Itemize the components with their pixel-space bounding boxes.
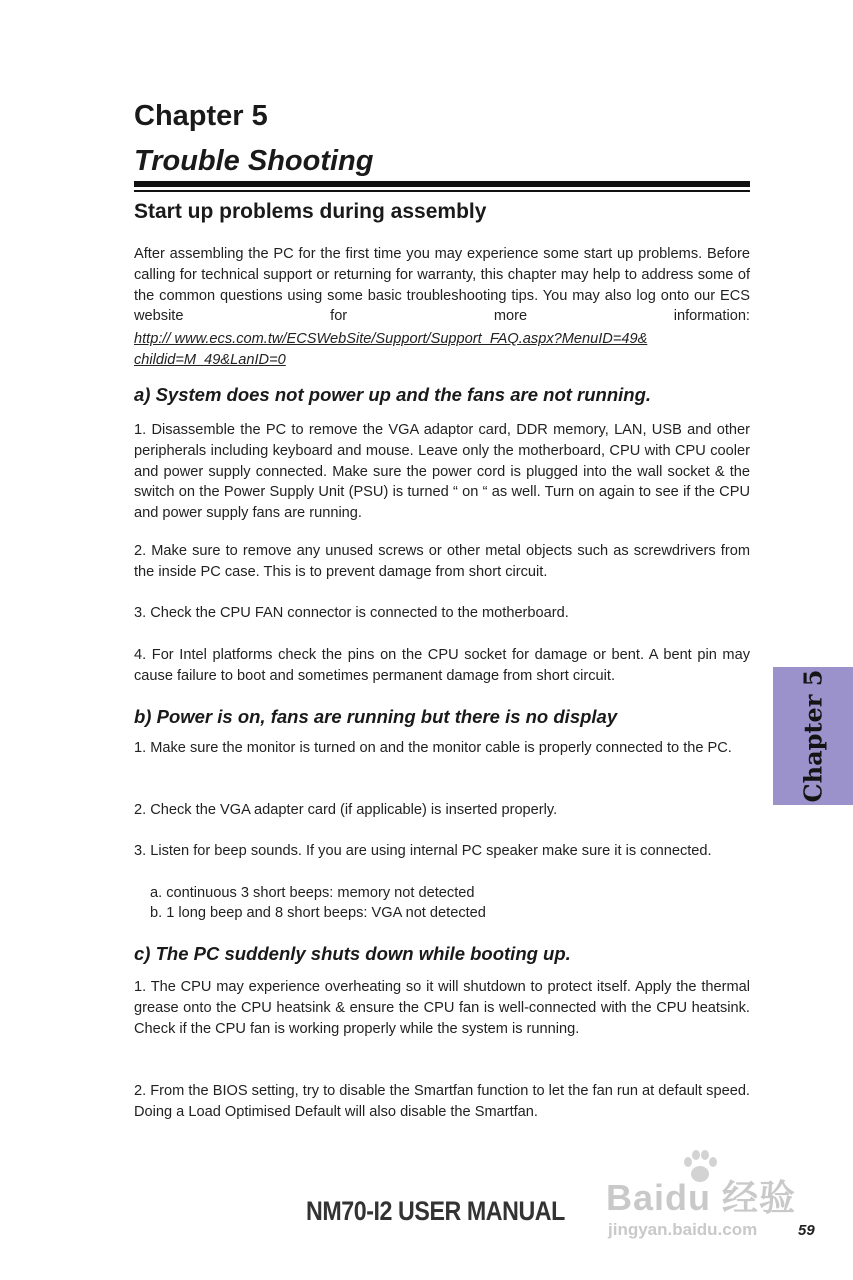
baidu-watermark: [606, 1150, 806, 1250]
watermark-text: Baidu 经验: [606, 1177, 797, 1218]
watermark-url: jingyan.baidu.com: [608, 1220, 758, 1239]
support-link-line1[interactable]: http:// www.ecs.com.tw/ECSWebSite/Support/Support_FAQ.aspx?MenuID=49&: [134, 331, 648, 347]
page-number: 59: [798, 1222, 815, 1239]
a-step-4: 4. For Intel platforms check the pins on the CPU socket for damage or bent. A bent pin may cause failure to boot and sometimes permanent damage from short circuit.: [134, 647, 750, 684]
b-step-2: 2. Check the VGA adapter card (if applicable) is inserted properly.: [134, 802, 558, 818]
intro-paragraph: After assembling the PC for the first time you may experience some start up problems. Before calling for technical support or returning for warranty, this chapter may help to address some of the common questions using some basic troubleshooting tips. You may also log onto our ECS website for more information:: [134, 246, 750, 325]
a-step-3: 3. Check the CPU FAN connector is connected to the motherboard.: [134, 605, 569, 621]
manual-title: NM70-I2 USER MANUAL: [306, 1196, 565, 1226]
b-step-3a: a. continuous 3 short beeps: memory not detected: [150, 885, 475, 901]
side-tab-label: Chapter 5: [798, 669, 828, 803]
c-step-2: 2. From the BIOS setting, try to disable the Smartfan function to let the fan run at default speed. Doing a Load Optimised Default will also disable the Smartfan.: [134, 1083, 750, 1120]
a-step-1: 1. Disassemble the PC to remove the VGA adaptor card, DDR memory, LAN, USB and other peripherals including keyboard and mouse. Leave only the motherboard, CPU with CPU cooler and power supply connected. Make sure the power cord is plugged into the wall socket & the switch on the Power Supply Unit (PSU) is turned “ on “ as well. Turn on again to see if the CPU and power supply fans are running.: [134, 422, 750, 522]
support-link-line2[interactable]: childid=M_49&LanID=0: [134, 352, 286, 368]
subheading-b: b) Power is on, fans are running but there is no display: [134, 706, 618, 727]
c-step-1: 1. The CPU may experience overheating so it will shutdown to protect itself. Apply the thermal grease onto the CPU heatsink & ensure the CPU fan is well-connected with the CPU heatsink. Check if the CPU fan is working properly while the system is running.: [134, 979, 750, 1037]
chapter-title: Trouble Shooting: [134, 145, 374, 177]
a-step-2: 2. Make sure to remove any unused screws or other metal objects such as screwdrivers from the inside PC case. This is to prevent damage from short circuit.: [134, 543, 750, 580]
b-step-1: 1. Make sure the monitor is turned on and the monitor cable is properly connected to the PC.: [134, 740, 732, 756]
b-step-3: 3. Listen for beep sounds. If you are using internal PC speaker make sure it is connected.: [134, 843, 712, 859]
b-step-3b: b. 1 long beep and 8 short beeps: VGA not detected: [150, 905, 486, 921]
chapter-number: Chapter 5: [134, 100, 268, 132]
title-rule-thin: [134, 190, 750, 192]
title-rule-thick: [134, 181, 750, 187]
section-heading: Start up problems during assembly: [134, 200, 487, 223]
chapter-side-tab: [773, 667, 853, 805]
subheading-a: a) System does not power up and the fans are not running.: [134, 384, 652, 405]
subheading-c: c) The PC suddenly shuts down while booting up.: [134, 943, 571, 964]
